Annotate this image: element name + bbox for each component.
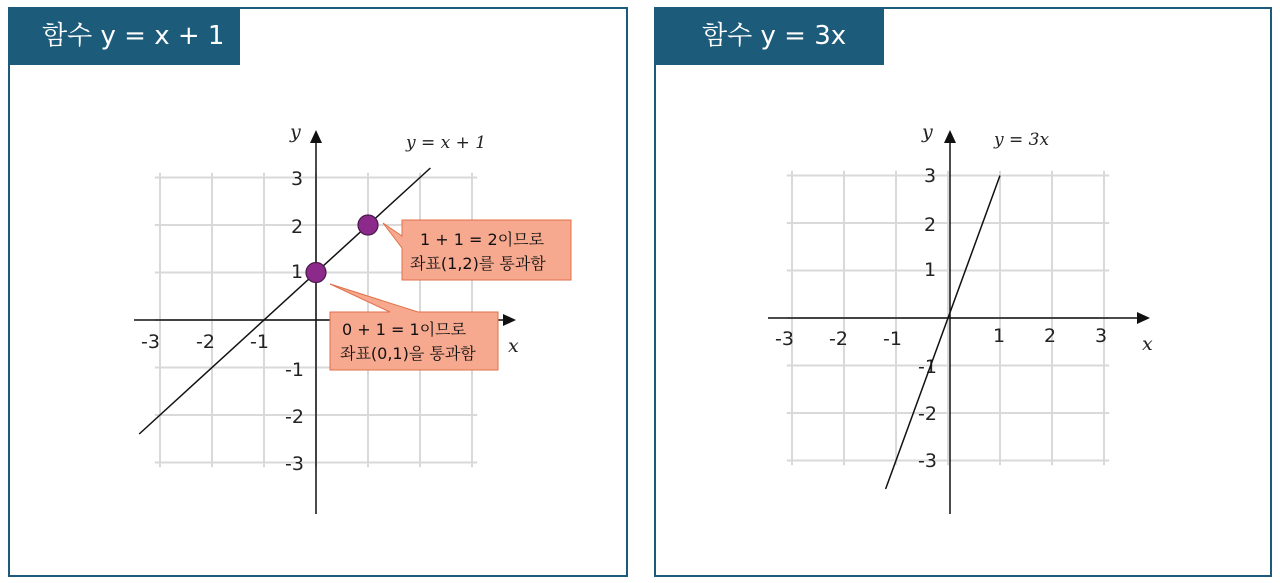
y-tick: 3 <box>291 168 304 190</box>
y-tick: -1 <box>918 356 937 378</box>
y-tick: 2 <box>924 214 937 236</box>
y-axis-arrow <box>944 130 956 143</box>
y-tick: 3 <box>924 165 937 187</box>
callout-text: 좌표(1,2)를 통과함 <box>410 254 546 273</box>
y-tick: -3 <box>285 453 304 475</box>
function-line <box>139 168 430 434</box>
highlight-point <box>358 215 378 235</box>
y-axis-arrow <box>310 130 322 143</box>
x-tick: -2 <box>829 328 848 350</box>
x-tick: -1 <box>250 331 269 353</box>
x-tick: -1 <box>883 328 902 350</box>
panel-right <box>654 7 1272 577</box>
y-tick: -1 <box>285 359 304 381</box>
equation-label: y = 3x <box>994 130 1050 150</box>
panel-title: 함수 y = x + 1 <box>8 7 240 65</box>
y-tick: -3 <box>918 450 937 472</box>
x-axis-arrow <box>503 314 516 326</box>
x-axis-label: x <box>1142 333 1153 355</box>
x-axis-arrow <box>1137 312 1150 324</box>
x-tick: 2 <box>1044 325 1057 347</box>
callout-text: 좌표(0,1)을 통과함 <box>340 344 476 363</box>
panel-title: 함수 y = 3x <box>654 7 884 65</box>
y-tick: -2 <box>285 406 304 428</box>
y-axis-label: y <box>922 121 933 143</box>
highlight-point <box>306 263 326 283</box>
y-axis-label: y <box>290 121 301 143</box>
panel-left <box>8 7 628 577</box>
y-tick: 1 <box>291 261 304 283</box>
x-tick: -3 <box>141 331 160 353</box>
equation-label: y = x + 1 <box>406 133 487 153</box>
x-tick: -2 <box>196 331 215 353</box>
graph-right <box>656 9 1274 579</box>
x-tick: 1 <box>993 325 1006 347</box>
callout-text: 1 + 1 = 2이므로 <box>420 230 545 249</box>
x-axis-label: x <box>508 335 519 357</box>
graph-left <box>10 9 630 579</box>
y-tick: 1 <box>924 259 937 281</box>
callout-text: 0 + 1 = 1이므로 <box>342 320 467 339</box>
x-tick: -3 <box>775 328 794 350</box>
x-tick: 3 <box>1095 325 1108 347</box>
y-tick: 2 <box>291 216 304 238</box>
y-tick: -2 <box>918 403 937 425</box>
